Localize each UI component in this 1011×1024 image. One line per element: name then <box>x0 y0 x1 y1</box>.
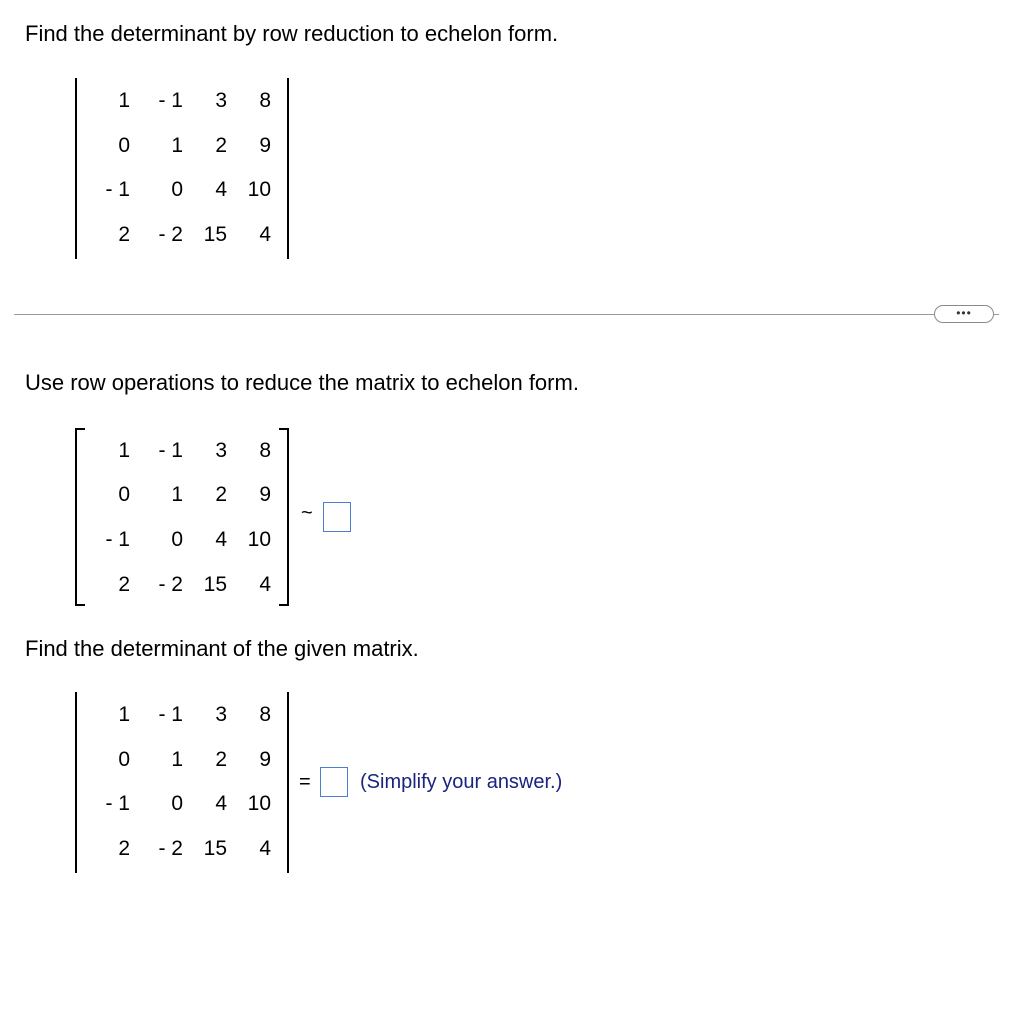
matrix-cell: 15 <box>203 573 227 596</box>
matrix-cell: 3 <box>215 439 227 462</box>
simplify-hint: (Simplify your answer.) <box>360 771 563 793</box>
echelon-form-answer-box[interactable] <box>323 502 351 532</box>
matrix-cell: 10 <box>247 178 271 201</box>
matrix-cell: 3 <box>215 89 227 112</box>
matrix-cell: 1 <box>171 483 183 506</box>
matrix-cell: 1 <box>171 134 183 157</box>
matrix-cell: 15 <box>203 223 227 246</box>
matrix-cell: 8 <box>259 89 271 112</box>
matrix-cell: 4 <box>259 573 271 596</box>
matrix-cell: 4 <box>259 837 271 860</box>
matrix-cell: 0 <box>118 134 130 157</box>
equals-symbol: = <box>299 771 311 793</box>
left-determinant-bar <box>75 692 77 873</box>
matrix-cell: 9 <box>259 134 271 157</box>
matrix-cell: 10 <box>247 528 271 551</box>
matrix-cell: - 1 <box>105 528 130 551</box>
matrix-cell: 0 <box>171 178 183 201</box>
matrix-cell: 4 <box>215 178 227 201</box>
matrix-cell: 9 <box>259 483 271 506</box>
left-bracket-top <box>75 428 85 430</box>
matrix-cell: 10 <box>247 792 271 815</box>
matrix-cell: 2 <box>215 483 227 506</box>
matrix-cell: 0 <box>171 528 183 551</box>
step1-instruction: Use row operations to reduce the matrix to echelon form. <box>25 370 579 395</box>
matrix-cell: - 1 <box>105 792 130 815</box>
matrix-cell: 2 <box>215 748 227 771</box>
matrix-cell: 1 <box>118 439 130 462</box>
matrix-cell: 2 <box>118 837 130 860</box>
matrix-cell: 4 <box>259 223 271 246</box>
determinant-answer-box[interactable] <box>320 767 348 797</box>
problem-instruction: Find the determinant by row reduction to echelon form. <box>25 21 559 46</box>
row-equivalent-symbol: ~ <box>301 502 313 524</box>
right-determinant-bar <box>287 692 289 873</box>
right-bracket-bottom <box>279 604 289 606</box>
right-determinant-bar <box>287 78 289 259</box>
matrix-cell: 1 <box>118 703 130 726</box>
matrix-cell: 9 <box>259 748 271 771</box>
matrix-cell: 15 <box>203 837 227 860</box>
matrix-cell: 4 <box>215 792 227 815</box>
left-determinant-bar <box>75 78 77 259</box>
left-bracket-bottom <box>75 604 85 606</box>
matrix-cell: 8 <box>259 439 271 462</box>
matrix-cell: 0 <box>171 792 183 815</box>
matrix-cell: - 1 <box>105 178 130 201</box>
right-bracket-top <box>279 428 289 430</box>
matrix-cell: - 2 <box>158 223 183 246</box>
right-bracket-vertical <box>287 428 289 606</box>
matrix-cell: 4 <box>215 528 227 551</box>
section-divider <box>14 314 999 315</box>
matrix-cell: - 1 <box>158 703 183 726</box>
matrix-cell: 8 <box>259 703 271 726</box>
more-options-button[interactable]: ••• <box>934 305 994 323</box>
matrix-cell: 2 <box>215 134 227 157</box>
left-bracket-vertical <box>75 428 77 606</box>
matrix-cell: 2 <box>118 573 130 596</box>
matrix-cell: 2 <box>118 223 130 246</box>
matrix-cell: - 1 <box>158 89 183 112</box>
matrix-cell: - 1 <box>158 439 183 462</box>
matrix-cell: - 2 <box>158 837 183 860</box>
matrix-cell: 3 <box>215 703 227 726</box>
matrix-cell: 1 <box>118 89 130 112</box>
step2-instruction: Find the determinant of the given matrix. <box>25 636 419 661</box>
matrix-cell: 0 <box>118 748 130 771</box>
matrix-cell: - 2 <box>158 573 183 596</box>
matrix-cell: 0 <box>118 483 130 506</box>
matrix-cell: 1 <box>171 748 183 771</box>
